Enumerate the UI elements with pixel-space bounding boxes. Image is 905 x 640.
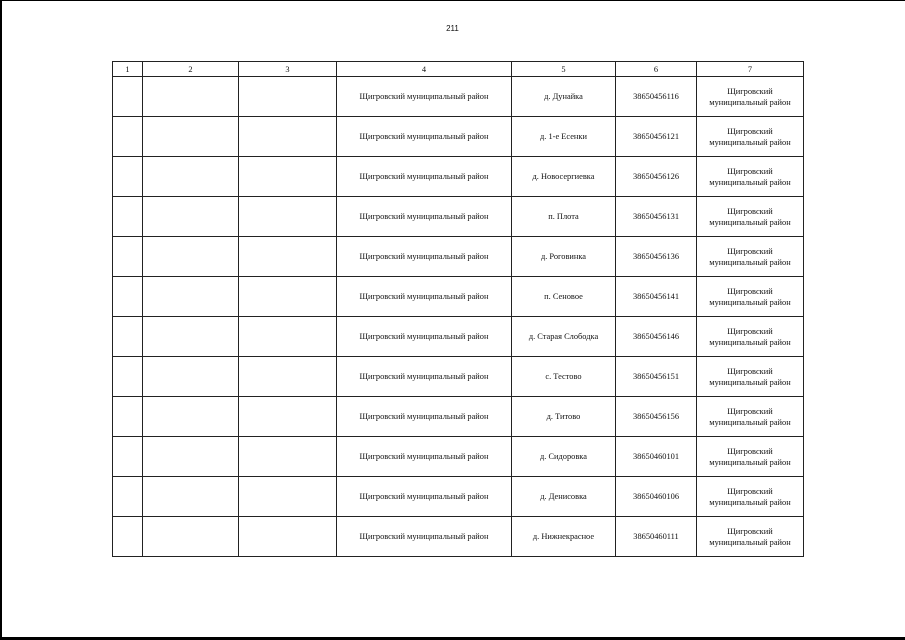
cell-settlement: д. Новосергиевка: [512, 157, 616, 197]
cell-col2: [143, 477, 239, 517]
cell-col2: [143, 197, 239, 237]
cell-district: Щигровский муниципальный район: [337, 117, 512, 157]
cell-district: Щигровский муниципальный район: [337, 437, 512, 477]
cell-col1: [113, 517, 143, 557]
cell-col1: [113, 237, 143, 277]
cell-district: Щигровский муниципальный район: [337, 477, 512, 517]
table-header-row: [113, 62, 804, 77]
municipality-line2: муниципальный район: [709, 97, 791, 107]
cell-oktmo-code: 38650456131: [616, 197, 697, 237]
column-header: 7: [697, 62, 804, 77]
page-number: 211: [446, 24, 459, 33]
cell-settlement: д. Денисовка: [512, 477, 616, 517]
table-row: [113, 237, 804, 277]
cell-settlement: п. Сеновое: [512, 277, 616, 317]
cell-municipality: [697, 77, 804, 117]
cell-col3: [239, 437, 337, 477]
cell-col2: [143, 317, 239, 357]
cell-col3: [239, 517, 337, 557]
cell-oktmo-code: 38650456141: [616, 277, 697, 317]
cell-municipality: [697, 197, 804, 237]
cell-settlement: д. Нижнекрасное: [512, 517, 616, 557]
cell-district: Щигровский муниципальный район: [337, 277, 512, 317]
cell-col1: [113, 77, 143, 117]
cell-col1: [113, 357, 143, 397]
cell-district: Щигровский муниципальный район: [337, 237, 512, 277]
cell-col3: [239, 237, 337, 277]
municipality-line1: Щигровский: [727, 366, 773, 376]
cell-oktmo-code: 38650456151: [616, 357, 697, 397]
cell-municipality: [697, 157, 804, 197]
municipality-line1: Щигровский: [727, 206, 773, 216]
municipality-line2: муниципальный район: [709, 377, 791, 387]
municipality-line2: муниципальный район: [709, 537, 791, 547]
cell-oktmo-code: 38650456116: [616, 77, 697, 117]
municipality-line1: Щигровский: [727, 486, 773, 496]
cell-col3: [239, 77, 337, 117]
table-row: [113, 517, 804, 557]
cell-oktmo-code: 38650456146: [616, 317, 697, 357]
cell-col2: [143, 437, 239, 477]
cell-oktmo-code: 38650456156: [616, 397, 697, 437]
cell-col2: [143, 237, 239, 277]
municipality-line1: Щигровский: [727, 446, 773, 456]
table-row: [113, 317, 804, 357]
cell-col1: [113, 437, 143, 477]
cell-col3: [239, 397, 337, 437]
table-row: [113, 77, 804, 117]
cell-col1: [113, 197, 143, 237]
scan-border-left: [0, 0, 2, 640]
table-row: [113, 437, 804, 477]
cell-municipality: [697, 437, 804, 477]
cell-settlement: д. Титово: [512, 397, 616, 437]
municipality-line1: Щигровский: [727, 286, 773, 296]
cell-col2: [143, 517, 239, 557]
cell-col1: [113, 397, 143, 437]
cell-col1: [113, 477, 143, 517]
cell-col2: [143, 117, 239, 157]
cell-col2: [143, 157, 239, 197]
cell-col2: [143, 77, 239, 117]
cell-oktmo-code: 38650456136: [616, 237, 697, 277]
municipality-line2: муниципальный район: [709, 257, 791, 267]
cell-municipality: [697, 477, 804, 517]
municipality-line2: муниципальный район: [709, 217, 791, 227]
municipality-line1: Щигровский: [727, 326, 773, 336]
cell-district: Щигровский муниципальный район: [337, 517, 512, 557]
column-header: 1: [113, 62, 143, 77]
cell-col2: [143, 277, 239, 317]
cell-municipality: [697, 317, 804, 357]
cell-col1: [113, 317, 143, 357]
municipality-line1: Щигровский: [727, 246, 773, 256]
cell-municipality: [697, 357, 804, 397]
table-row: [113, 117, 804, 157]
column-header: 3: [239, 62, 337, 77]
column-header: 4: [337, 62, 512, 77]
cell-col2: [143, 357, 239, 397]
cell-col3: [239, 117, 337, 157]
municipality-line1: Щигровский: [727, 86, 773, 96]
municipality-line1: Щигровский: [727, 126, 773, 136]
cell-oktmo-code: 38650456121: [616, 117, 697, 157]
cell-oktmo-code: 38650456126: [616, 157, 697, 197]
municipality-line2: муниципальный район: [709, 417, 791, 427]
cell-settlement: п. Плота: [512, 197, 616, 237]
cell-oktmo-code: 38650460101: [616, 437, 697, 477]
cell-oktmo-code: 38650460111: [616, 517, 697, 557]
cell-district: Щигровский муниципальный район: [337, 357, 512, 397]
cell-col3: [239, 477, 337, 517]
cell-municipality: [697, 397, 804, 437]
municipality-line2: муниципальный район: [709, 497, 791, 507]
municipality-line2: муниципальный район: [709, 177, 791, 187]
cell-col1: [113, 117, 143, 157]
settlements-table: [112, 61, 804, 557]
cell-municipality: [697, 117, 804, 157]
table-row: [113, 477, 804, 517]
column-header: 5: [512, 62, 616, 77]
table-row: [113, 357, 804, 397]
table-row: [113, 197, 804, 237]
table-row: [113, 397, 804, 437]
municipality-line2: муниципальный район: [709, 337, 791, 347]
cell-district: Щигровский муниципальный район: [337, 157, 512, 197]
cell-municipality: [697, 517, 804, 557]
cell-col3: [239, 277, 337, 317]
municipality-line2: муниципальный район: [709, 457, 791, 467]
cell-oktmo-code: 38650460106: [616, 477, 697, 517]
column-header: 6: [616, 62, 697, 77]
municipality-line1: Щигровский: [727, 406, 773, 416]
table-row: [113, 157, 804, 197]
municipality-line2: муниципальный район: [709, 297, 791, 307]
cell-col3: [239, 197, 337, 237]
cell-municipality: [697, 237, 804, 277]
cell-settlement: д. Роговинка: [512, 237, 616, 277]
scan-border-top: [0, 0, 905, 1]
cell-settlement: с. Тестово: [512, 357, 616, 397]
cell-col1: [113, 157, 143, 197]
cell-district: Щигровский муниципальный район: [337, 197, 512, 237]
column-header: 2: [143, 62, 239, 77]
cell-district: Щигровский муниципальный район: [337, 397, 512, 437]
cell-settlement: д. 1-е Есенки: [512, 117, 616, 157]
cell-col2: [143, 397, 239, 437]
cell-settlement: д. Дунайка: [512, 77, 616, 117]
municipality-line2: муниципальный район: [709, 137, 791, 147]
cell-district: Щигровский муниципальный район: [337, 317, 512, 357]
cell-col3: [239, 357, 337, 397]
municipality-line1: Щигровский: [727, 166, 773, 176]
cell-col3: [239, 157, 337, 197]
cell-col1: [113, 277, 143, 317]
municipality-line1: Щигровский: [727, 526, 773, 536]
cell-district: Щигровский муниципальный район: [337, 77, 512, 117]
cell-settlement: д. Старая Слободка: [512, 317, 616, 357]
cell-col3: [239, 317, 337, 357]
table-row: [113, 277, 804, 317]
cell-municipality: [697, 277, 804, 317]
cell-settlement: д. Сидоровка: [512, 437, 616, 477]
